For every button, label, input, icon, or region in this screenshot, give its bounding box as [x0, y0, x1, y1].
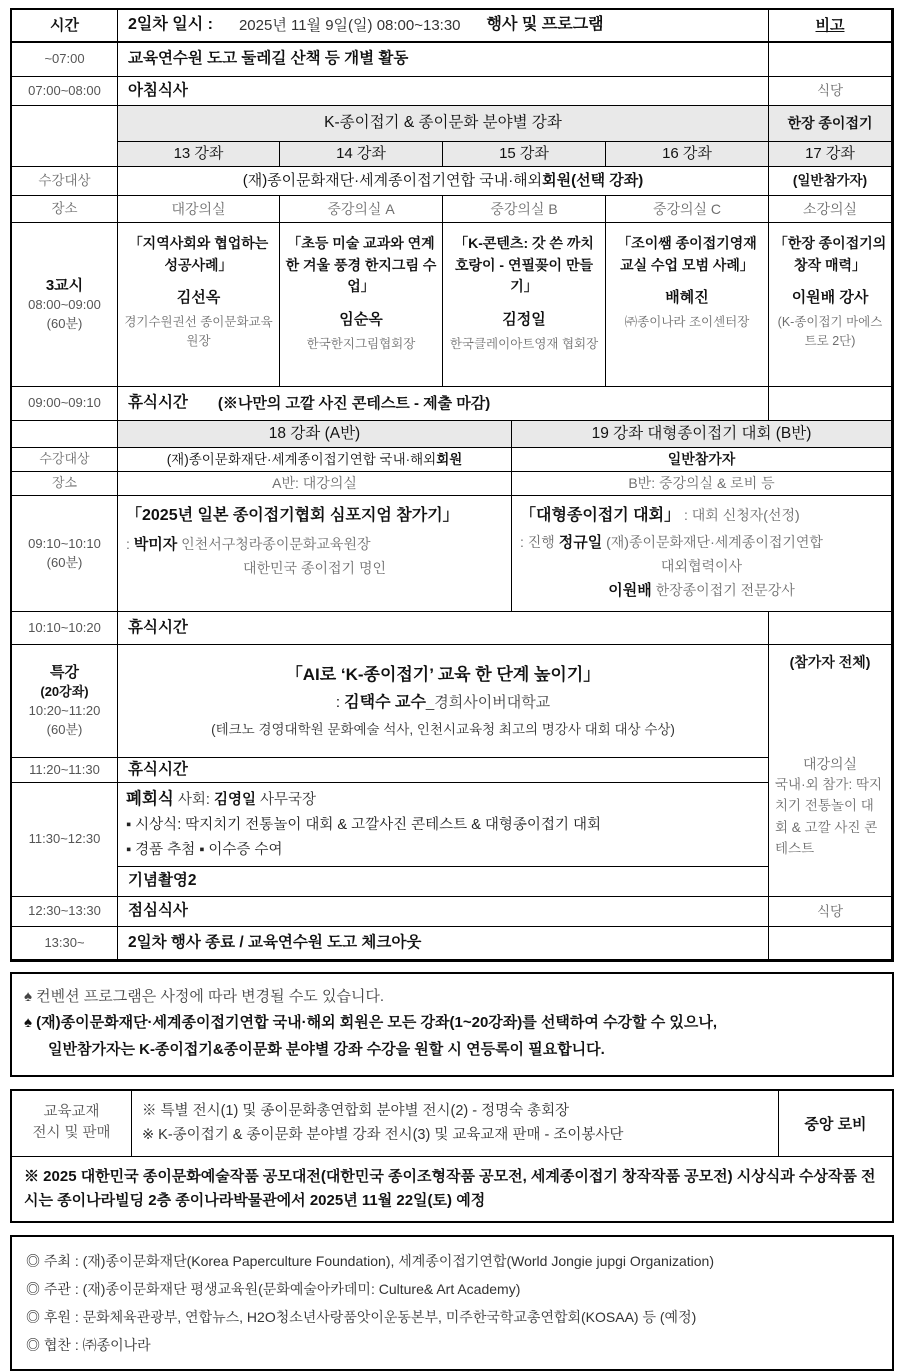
closing-host-suffix: 사무국장: [255, 791, 317, 808]
class-17-org: (K-종이접기 마에스트로 2단): [777, 314, 883, 349]
special-number: (20강좌): [40, 684, 89, 700]
walk-remark-empty: [769, 43, 892, 77]
class-15-title: 「K-콘텐츠: 갓 쓴 까치 호랑이 - 연필꽂이 만들기」: [454, 235, 594, 295]
lecture-17: 17 강좌: [769, 142, 892, 167]
break1-remark-empty: [769, 387, 892, 421]
venue2-a: A반: 대강의실: [118, 472, 512, 496]
symposium-a-colon: :: [126, 536, 134, 553]
break2-activity: 휴식시간: [118, 612, 769, 645]
exhibition-label: [12, 1091, 132, 1156]
section1-time-empty: [12, 106, 118, 167]
special-speaker-pre: :: [335, 693, 345, 711]
note-general: 일반참가자는 K-종이접기&종이문화 분야별 강좌 수강을 원할 시 연등록이 필요합니다.: [48, 1040, 605, 1058]
exhibition-label-line2: 전시 및 판매: [32, 1125, 111, 1142]
notes-box: [10, 972, 894, 1077]
header-time-label: 시간: [50, 16, 79, 34]
contest-mc-org: (재)종이문화재단·세계종이접기연합: [602, 534, 823, 551]
class-16-org: ㈜종이나라 조이센터장: [624, 314, 750, 329]
contest-mc-name: 정규일: [558, 534, 603, 552]
class-13-title: 「지역사회와 협업하는 성공사례」: [128, 235, 269, 273]
class-15-speaker: 김정일: [502, 311, 546, 329]
contest-instructor-name: 이원배: [608, 581, 652, 599]
contest-title: 「대형종이접기 대회」: [520, 507, 681, 524]
audience1-members-bold: 회원(선택 강좌): [542, 172, 644, 190]
closing-raffle: ▪ 경품 추첨 ▪ 이수증 수여: [126, 842, 283, 859]
section2-class-a: 18 강좌 (A반): [118, 421, 512, 448]
closing-time: 11:30~12:30: [12, 783, 118, 897]
page: [10, 8, 894, 1371]
lunch-activity: 점심식사: [118, 897, 769, 927]
closing-title: 폐회식: [126, 789, 174, 808]
symposium-hours: 09:10~10:10: [28, 535, 101, 551]
walk-activity: 교육연수원 도고 둘레길 산책 등 개별 활동: [118, 43, 769, 77]
audience1-text: [118, 167, 769, 196]
breakfast-remark: 식당: [769, 77, 892, 106]
break3-activity: 휴식시간: [118, 758, 769, 783]
audience2-label: 수강대상: [12, 448, 118, 472]
break2-remark-empty: [769, 612, 892, 645]
header-title: [118, 10, 769, 43]
special-duration: (60분): [46, 722, 83, 738]
venue1-room4: 중강의실 C: [606, 196, 769, 223]
section2-time-empty: [12, 421, 118, 448]
symposium-duration: (60분): [46, 554, 83, 570]
organizer-host: ◎ 주최 : (재)종이문화재단(Korea Paperculture Foundation), 세계종이접기연합(World Jongie jupgi Organization): [26, 1253, 714, 1270]
audience1-members: (재)종이문화재단·세계종이접기연합 국내·해외: [242, 172, 543, 190]
exhibition-location: 중앙 로비: [804, 1115, 867, 1133]
break2-time: 10:10~10:20: [12, 612, 118, 645]
break1-time: 09:00~09:10: [12, 387, 118, 421]
checkout-time: 13:30~: [12, 927, 118, 960]
special-speaker: 김택수 교수: [344, 693, 426, 711]
class-16-title: 「조이쌤 종이접기영재 교실 수업 모범 사례」: [617, 235, 757, 273]
venue1-room5: 소강의실: [769, 196, 892, 223]
schedule-table: [10, 8, 894, 962]
note-members: ♠ (재)종이문화재단·세계종이접기연합 국내·해외 회원은 모든 강좌(1~20강좌)를 선택하여 수강할 수 있으나,: [24, 1014, 718, 1032]
break1-note: (※나만의 고깔 사진 콘테스트 - 제출 마감): [217, 394, 491, 412]
class-14: [280, 223, 443, 387]
class-14-speaker: 임순옥: [339, 311, 383, 329]
special-time: [12, 645, 118, 758]
day-label: 2일차 일시 :: [128, 16, 213, 34]
symposium-a: [118, 496, 512, 612]
symposium-a-speaker: 박미자: [133, 536, 178, 554]
lecture-14: 14 강좌: [280, 142, 443, 167]
venue2-label: 장소: [12, 472, 118, 496]
special-name: 특강: [50, 663, 79, 681]
special-remark-detail: 국내·외 참가: 딱지치기 전통놀이 대회 & 고깔 사진 콘테스트: [775, 776, 883, 857]
breakfast-time: 07:00~08:00: [12, 77, 118, 106]
closing-host-name: 김영일: [213, 791, 256, 808]
audience1-label: 수강대상: [12, 167, 118, 196]
special-hours: 10:20~11:20: [28, 703, 101, 719]
contest-mc-pre: : 진행: [520, 534, 559, 551]
class-14-title: 「초등 미술 교과와 연계한 겨울 풍경 한지그림 수업」: [285, 235, 437, 295]
organizer-organizer: ◎ 주관 : (재)종이문화재단 평생교육원(문화예술아카데미: Culture& Art Academy): [26, 1281, 521, 1298]
special-remark: [769, 645, 892, 897]
class-13: [118, 223, 280, 387]
symposium-time: [12, 496, 118, 612]
class-13-speaker: 김선옥: [176, 289, 221, 307]
lecture-13: 13 강좌: [118, 142, 280, 167]
class-17: [769, 223, 892, 387]
exhibition-row: [12, 1091, 892, 1157]
period3-duration: (60분): [46, 316, 83, 332]
header-remark: [769, 10, 892, 43]
organizers-box: [10, 1235, 894, 1371]
exhibition-line2: ※ K-종이접기 & 종이문화 분야별 강좌 전시(3) 및 교육교재 판매 - 조이봉사단: [142, 1127, 624, 1144]
exhibition-box: [10, 1089, 894, 1223]
class-16-speaker: 배혜진: [665, 289, 709, 307]
symposium-a-org2: 대한민국 종이접기 명인: [242, 559, 387, 576]
audience1-remark: (일반참가자): [769, 167, 892, 196]
event-date: 2025년 11월 9일(일) 08:00~13:30: [238, 16, 461, 34]
closing-content: [118, 783, 769, 867]
class-13-org: 경기수원권선 종이문화교육원장: [124, 314, 273, 349]
special-detail: (테크노 경영대학원 문화예술 석사, 인천시교육청 최고의 명강사 대회 대상 수상): [211, 721, 675, 737]
audience2-a: [118, 448, 512, 472]
special-remark-room: 대강의실: [802, 756, 858, 773]
venue2-b: B반: 중강의실 & 로비 등: [512, 472, 892, 496]
walk-time: ~07:00: [12, 43, 118, 77]
contest-sub: : 대회 신청자(선정): [680, 507, 800, 523]
break1-activity: [118, 387, 769, 421]
breakfast-activity: 아침식사: [118, 77, 769, 106]
class-15: [443, 223, 606, 387]
checkout-activity: 2일차 행사 종료 / 교육연수원 도고 체크아웃: [118, 927, 769, 960]
class-14-org: 한국한지그림협회장: [306, 336, 416, 351]
symposium-b: [512, 496, 892, 612]
section2-class-b: 19 강좌 대형종이접기 대회 (B반): [512, 421, 892, 448]
exhibition-notice: ※ 2025 대한민국 종이문화예술작품 공모대전(대한민국 종이조형작품 공모전, 세계종이접기 창작작품 공모전) 시상식과 수상작품 전시는 종이나라빌딩 2층 종이나라박물관에서 2025년 11월 22일(토) 예정: [24, 1168, 876, 1210]
contest-mc-title: 대외협력이사: [660, 557, 743, 574]
class-17-title: 「한장 종이접기의 창작 매력」: [773, 235, 887, 273]
note-change: ♠ 컨벤션 프로그램은 사정에 따라 변경될 수도 있습니다.: [24, 988, 385, 1005]
lunch-time: 12:30~13:30: [12, 897, 118, 927]
lecture-16: 16 강좌: [606, 142, 769, 167]
section1-remark: 한장 종이접기: [769, 106, 892, 142]
exhibition-line1: ※ 특별 전시(1) 및 종이문화총연합회 분야별 전시(2) - 정명숙 총회장: [142, 1102, 570, 1119]
symposium-a-org1: 인천서구청라종이문화교육원장: [177, 536, 371, 553]
organizer-support: ◎ 협찬 : ㈜종이나라: [26, 1337, 151, 1354]
symposium-a-title: 「2025년 일본 종이접기협회 심포지엄 참가기」: [126, 507, 459, 524]
venue1-room2: 중강의실 A: [280, 196, 443, 223]
period3-hours: 08:00~09:00: [28, 297, 101, 313]
audience2-b: 일반참가자: [512, 448, 892, 472]
class-16: [606, 223, 769, 387]
audience2-a-text: (재)종이문화재단·세계종이접기연합 국내·해외: [166, 451, 437, 467]
period3-time: [12, 223, 118, 387]
special-title: 「AI로 ‘K-종이접기’ 교육 한 단계 높이기」: [285, 664, 601, 684]
break3-time: 11:20~11:30: [12, 758, 118, 783]
venue1-room1: 대강의실: [118, 196, 280, 223]
header-time: [12, 10, 118, 43]
closing-host-pre: 사회:: [173, 791, 214, 808]
lunch-remark: 식당: [769, 897, 892, 927]
venue1-room3: 중강의실 B: [443, 196, 606, 223]
exhibition-label-line1: 교육교재: [43, 1103, 100, 1120]
special-content: [118, 645, 769, 758]
special-remark-audience: (참가자 전체): [789, 654, 871, 670]
contest-instructor-title: 한장종이접기 전문강사: [651, 581, 795, 598]
period3-name: 3교시: [45, 276, 84, 294]
closing-awards: ▪ 시상식: 딱지치기 전통놀이 대회 & 고깔사진 콘테스트 & 대형종이접기 대회: [126, 817, 601, 834]
exhibition-content: [132, 1091, 779, 1156]
break1-label: 휴식시간: [128, 394, 188, 412]
photo-activity: 기념촬영2: [118, 867, 769, 897]
class-15-org: 한국클레이아트영재 협회장: [449, 336, 599, 351]
checkout-remark-empty: [769, 927, 892, 960]
class-17-speaker: 이원배 강사: [791, 289, 869, 307]
lecture-15: 15 강좌: [443, 142, 606, 167]
remark-label: 비고: [815, 16, 845, 34]
program-label: 행사 및 프로그램: [486, 16, 604, 34]
section1-title: K-종이접기 & 종이문화 분야별 강좌: [118, 106, 769, 142]
special-speaker-org: _경희사이버대학교: [425, 693, 551, 711]
organizer-sponsor: ◎ 후원 : 문화체육관광부, 연합뉴스, H2O청소년사랑품앗이운동본부, 미주한국학교총연합회(KOSAA) 등 (예정): [26, 1309, 697, 1326]
audience2-a-bold: 회원: [436, 451, 463, 467]
venue1-label: 장소: [12, 196, 118, 223]
